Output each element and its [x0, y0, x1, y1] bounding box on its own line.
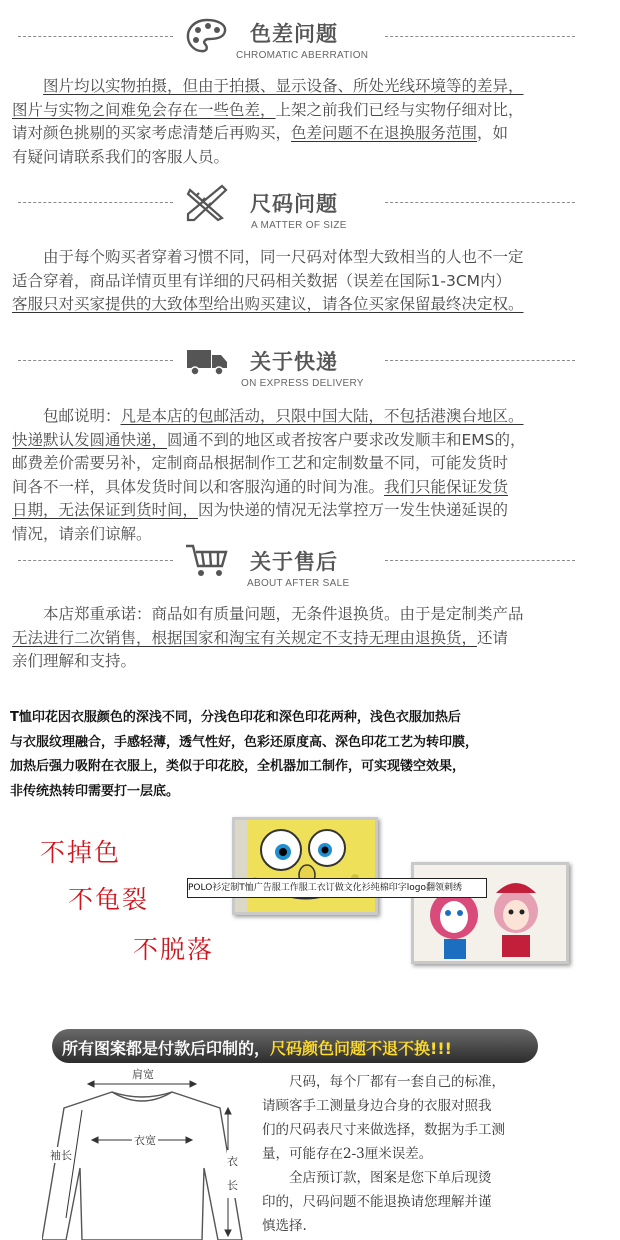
- underlined-text: 图片均以实物拍摄，但由于拍摄、显示设备、所处光线环境等的差异，: [43, 77, 524, 95]
- paragraph-line: [12, 146, 612, 170]
- color-paragraph: [12, 75, 612, 169]
- palette-icon: [184, 16, 230, 56]
- underlined-text: 无法进行二次销售，根据国家和淘宝有关规定不支持无理由退换货，: [12, 628, 478, 647]
- underlined-text: 快递默认发圆通快递，: [12, 430, 168, 449]
- section-header-express: [0, 338, 620, 398]
- text-segment: 因为快递的情况无法掌控万一发生快递延误的: [198, 501, 509, 519]
- size-note-line: 尺码，每个厂都有一套自己的标准，: [262, 1074, 505, 1090]
- print-info-line: 加热后强力吸附在衣服上，类似于印花胶，全机器加工制作，可实现镂空效果，: [10, 759, 466, 774]
- shirt-label-length: 衣长: [227, 1150, 239, 1198]
- section-header-color: [0, 14, 620, 74]
- size-paragraph: [12, 246, 612, 317]
- print-info-line: T恤印花因衣服颜色的深浅不同，分浅色印花和深色印花两种，浅色衣服加热后: [10, 710, 461, 725]
- text-segment: 邮费差价需要另补，定制商品根据制作工艺和定制数量不同，可能发货时: [12, 454, 509, 472]
- feature-no-fade: 不掉色: [40, 838, 122, 867]
- text-segment: ，如: [477, 124, 509, 142]
- underlined-text: 我们只能保证发货: [384, 477, 509, 496]
- section-header-size: [0, 180, 620, 240]
- notice-banner: [52, 1029, 538, 1063]
- paragraph-line: [12, 650, 612, 674]
- size-note-line: 量，可能存在2-3厘米误差。: [262, 1146, 433, 1162]
- text-segment: 情况，请亲们谅解。: [12, 524, 152, 543]
- size-note-line: 全店预订款，图案是您下单后现烫: [262, 1170, 492, 1186]
- text-segment: 包邮说明：: [43, 407, 121, 425]
- banner-text: [62, 1036, 452, 1059]
- banner-text-left: 所有图案都是付款后印制的，: [62, 1039, 271, 1058]
- text-segment: 还请: [477, 628, 509, 647]
- size-note-line: 们的尺码表尺寸来做选择，数据为手工测: [262, 1122, 505, 1138]
- divider: [385, 360, 575, 361]
- paragraph-line: [12, 122, 612, 146]
- section-subtitle: CHROMATIC ABERRATION: [236, 50, 369, 61]
- paragraph-line: [12, 99, 612, 123]
- section-title: 关于售后: [250, 550, 338, 574]
- paragraph-line: [12, 523, 612, 547]
- text-segment: 本店郑重承诺：商品如有质量问题，无条件退换货。由于是定制类产品: [43, 605, 524, 623]
- paragraph-line: [12, 293, 612, 317]
- section-title: 色差问题: [250, 22, 338, 46]
- section-subtitle: A MATTER OF SIZE: [251, 220, 347, 231]
- text-segment: 由于每个购买者穿着习惯不同，同一尺码对体型大致相当的人也不一定: [43, 248, 524, 266]
- section-header-aftersale: [0, 538, 620, 598]
- divider: [18, 202, 173, 203]
- feature-no-peel: 不脱落: [133, 935, 215, 964]
- section-subtitle: ON EXPRESS DELIVERY: [241, 378, 364, 389]
- truck-icon: [184, 340, 230, 380]
- size-note-line: 慎选择.: [262, 1218, 307, 1234]
- print-info: [10, 706, 610, 804]
- section-title: 关于快递: [250, 350, 338, 374]
- print-info-line: 与衣服纹理融合，手感轻薄，透气性好，色彩还原度高、深色印花工艺为转印膜，: [10, 734, 479, 750]
- divider: [18, 360, 173, 361]
- size-note-line: 请顾客手工测量身边合身的衣服对照我: [262, 1098, 492, 1114]
- banner-text-highlight: 尺码颜色问题不退不换!!!: [270, 1039, 452, 1058]
- underlined-text: 凡是本店的包邮活动，只限中国大陆，不包括港澳台地区。: [120, 407, 524, 425]
- divider: [18, 560, 173, 561]
- product-title-tooltip: POLO衫定制T恤广告服工作服工衣订做文化衫纯棉印字logo翻领刺绣: [187, 878, 487, 898]
- paragraph-line: [12, 603, 612, 627]
- paragraph-line: [12, 429, 612, 453]
- section-title: 尺码问题: [250, 192, 338, 216]
- text-segment: 间各不一样，具体发货时间以和客服沟通的时间为准。: [12, 477, 385, 496]
- cart-icon: [184, 540, 230, 580]
- divider: [385, 202, 575, 203]
- paragraph-line: [12, 270, 612, 294]
- divider: [385, 560, 575, 561]
- product-image-cartoon: [232, 817, 378, 915]
- divider: [385, 36, 575, 37]
- aftersale-paragraph: [12, 603, 612, 674]
- shirt-size-diagram: [42, 1068, 252, 1240]
- section-subtitle: ABOUT AFTER SALE: [247, 578, 350, 589]
- ruler-pencil-icon: [184, 182, 230, 222]
- paragraph-line: [12, 499, 612, 523]
- text-segment: 亲们理解和支持。: [12, 652, 137, 670]
- paragraph-line: [12, 75, 612, 99]
- underlined-text: 日期，无法保证到货时间，: [12, 501, 199, 519]
- size-note-line: 印的，尺码问题不能退换请您理解并谨: [262, 1194, 492, 1210]
- paragraph-line: [12, 627, 612, 651]
- text-segment: 上架之前我们已经与实物仔细对比，: [275, 100, 524, 119]
- size-notes: [262, 1070, 562, 1238]
- paragraph-line: [12, 476, 612, 500]
- paragraph-line: [12, 246, 612, 270]
- feature-no-crack: 不龟裂: [68, 885, 150, 914]
- underlined-text: 客服只对买家提供的大致体型给出购买建议，请各位买家保留最终决定权。: [12, 295, 524, 313]
- shirt-label-chest: 衣宽: [134, 1134, 156, 1147]
- paragraph-line: [12, 405, 612, 429]
- text-segment: 请对颜色挑剔的买家考虑清楚后再购买，: [12, 124, 292, 142]
- shirt-label-shoulder: 肩宽: [132, 1068, 154, 1081]
- underlined-text: 图片与实物之间难免会存在一些色差，: [12, 100, 276, 119]
- cartoon-face-illustration: [235, 820, 375, 912]
- underlined-text: 色差问题不在退换服务范围: [291, 124, 478, 142]
- divider: [18, 36, 173, 37]
- paragraph-line: [12, 452, 612, 476]
- express-paragraph: [12, 405, 612, 546]
- text-segment: 有疑问请联系我们的客服人员。: [12, 147, 230, 166]
- print-info-line: 非传统热转印需要打一层底。: [10, 783, 180, 799]
- shirt-label-sleeve: 袖长: [50, 1149, 72, 1162]
- text-segment: 适合穿着，商品详情页里有详细的尺码相关数据（误差在国际1-3CM内）: [12, 271, 512, 290]
- text-segment: 圆通不到的地区或者按客户要求改发顺丰和EMS的，: [167, 430, 526, 449]
